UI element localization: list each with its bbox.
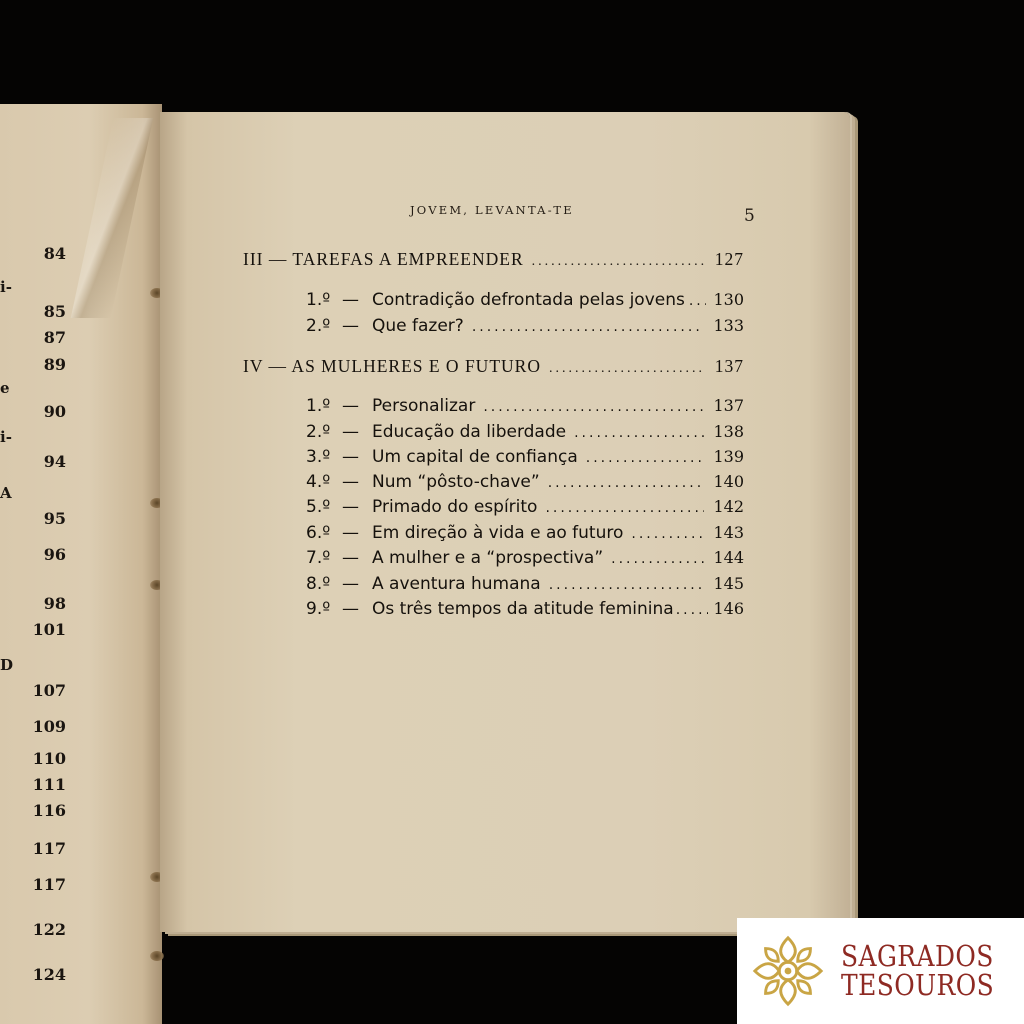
toc-item bbox=[306, 548, 744, 568]
item-dash: — bbox=[342, 548, 359, 568]
dot-leader bbox=[545, 500, 704, 516]
right-page bbox=[160, 112, 850, 932]
item-title: Um capital de confiança bbox=[372, 447, 578, 467]
dot-leader bbox=[548, 475, 704, 491]
watermark-logo bbox=[737, 918, 1024, 1024]
dot-leader bbox=[586, 450, 704, 466]
item-page: 142 bbox=[713, 497, 744, 516]
left-page-number: 87 bbox=[43, 328, 66, 347]
item-number: 6.º bbox=[306, 523, 331, 543]
item-title: Os três tempos da atitude feminina bbox=[372, 599, 674, 619]
item-title: A mulher e a “prospectiva” bbox=[372, 548, 604, 568]
dot-leader bbox=[574, 425, 704, 441]
item-number: 5.º bbox=[306, 497, 331, 517]
brand-line-1: SAGRADOS bbox=[841, 939, 994, 973]
toc-chapter-4 bbox=[243, 356, 744, 377]
item-dash: — bbox=[342, 422, 359, 442]
left-page-number: 94 bbox=[43, 452, 66, 471]
item-number: 1.º bbox=[306, 396, 331, 416]
left-fragment: A bbox=[0, 484, 12, 502]
item-number: 7.º bbox=[306, 548, 331, 568]
item-title: Em direção à vida e ao futuro bbox=[372, 523, 624, 543]
item-dash: — bbox=[342, 472, 359, 492]
toc-item bbox=[306, 599, 744, 619]
toc-item bbox=[306, 396, 744, 416]
toc-item bbox=[306, 290, 744, 310]
left-page-number: 89 bbox=[43, 355, 66, 374]
item-page: 143 bbox=[713, 523, 744, 542]
chapter-page: 127 bbox=[714, 249, 744, 269]
item-title: Contradição defrontada pelas jovens bbox=[372, 290, 685, 310]
item-number: 4.º bbox=[306, 472, 331, 492]
item-page: 133 bbox=[713, 316, 744, 335]
left-page-number: 116 bbox=[32, 801, 66, 820]
left-page-number: 107 bbox=[32, 681, 66, 700]
item-title: Num “pôsto-chave” bbox=[372, 472, 540, 492]
ornament-icon bbox=[749, 932, 827, 1010]
item-page: 144 bbox=[713, 548, 744, 567]
chapter-page: 137 bbox=[714, 356, 744, 376]
page-fold bbox=[71, 118, 154, 318]
item-dash: — bbox=[342, 447, 359, 467]
item-page: 137 bbox=[713, 396, 744, 415]
left-page-number: 117 bbox=[32, 839, 66, 858]
running-head: JOVEM, LEVANTA-TE bbox=[410, 203, 574, 217]
item-title: Personalizar bbox=[372, 396, 476, 416]
brand-name bbox=[841, 939, 995, 1002]
dot-leader bbox=[689, 293, 706, 309]
left-fragment: e bbox=[0, 379, 10, 397]
page-number: 5 bbox=[744, 206, 755, 226]
item-number: 8.º bbox=[306, 574, 331, 594]
item-title: Educação da liberdade bbox=[372, 422, 567, 442]
left-fragment: i- bbox=[0, 278, 12, 296]
item-dash: — bbox=[342, 290, 359, 310]
item-page: 140 bbox=[713, 472, 744, 491]
dot-leader bbox=[532, 254, 704, 270]
toc-item bbox=[306, 422, 744, 442]
item-dash: — bbox=[342, 316, 359, 336]
item-title: A aventura humana bbox=[372, 574, 541, 594]
toc-item bbox=[306, 523, 744, 543]
left-page-number: 110 bbox=[32, 749, 66, 768]
item-dash: — bbox=[342, 599, 359, 619]
item-number: 1.º bbox=[306, 290, 331, 310]
toc-item bbox=[306, 472, 744, 492]
toc-item bbox=[306, 574, 744, 594]
toc-item bbox=[306, 316, 744, 336]
item-number: 3.º bbox=[306, 447, 331, 467]
brand-line-2: TESOUROS bbox=[841, 968, 995, 1002]
item-dash: — bbox=[342, 523, 359, 543]
left-page-number: 95 bbox=[43, 509, 66, 528]
left-page-number: 109 bbox=[32, 717, 66, 736]
left-page-number: 98 bbox=[43, 594, 66, 613]
left-fragment: i- bbox=[0, 428, 12, 446]
item-title: Primado do espírito bbox=[372, 497, 538, 517]
item-page: 139 bbox=[713, 447, 744, 466]
left-page-number: 117 bbox=[32, 875, 66, 894]
toc-item bbox=[306, 447, 744, 467]
dot-leader bbox=[549, 577, 704, 593]
item-dash: — bbox=[342, 396, 359, 416]
dot-leader bbox=[631, 526, 704, 542]
left-page-number: 85 bbox=[43, 302, 66, 321]
left-page-number: 122 bbox=[32, 920, 66, 939]
left-page-number: 124 bbox=[32, 965, 66, 984]
left-page-number: 111 bbox=[32, 775, 66, 794]
dot-leader bbox=[611, 551, 704, 567]
left-page-numbers bbox=[0, 0, 66, 1024]
left-page-number: 96 bbox=[43, 545, 66, 564]
item-title: Que fazer? bbox=[372, 316, 464, 336]
dot-leader bbox=[549, 361, 704, 377]
left-page-number: 84 bbox=[43, 244, 66, 263]
item-number: 2.º bbox=[306, 422, 331, 442]
chapter-title: III — TAREFAS A EMPREENDER bbox=[243, 249, 524, 269]
left-page-number: 90 bbox=[43, 402, 66, 421]
item-page: 130 bbox=[713, 290, 744, 309]
left-fragment: D bbox=[0, 656, 14, 674]
dot-leader bbox=[472, 319, 704, 335]
item-dash: — bbox=[342, 574, 359, 594]
item-page: 138 bbox=[713, 422, 744, 441]
dot-leader bbox=[483, 399, 704, 415]
left-page-number: 101 bbox=[32, 620, 66, 639]
dot-leader bbox=[676, 602, 708, 618]
item-number: 2.º bbox=[306, 316, 331, 336]
binding-hole bbox=[150, 951, 164, 961]
item-page: 146 bbox=[713, 599, 744, 618]
item-dash: — bbox=[342, 497, 359, 517]
item-page: 145 bbox=[713, 574, 744, 593]
toc-item bbox=[306, 497, 744, 517]
item-number: 9.º bbox=[306, 599, 331, 619]
toc-chapter-3 bbox=[243, 249, 744, 270]
chapter-title: IV — AS MULHERES E O FUTURO bbox=[243, 356, 541, 376]
